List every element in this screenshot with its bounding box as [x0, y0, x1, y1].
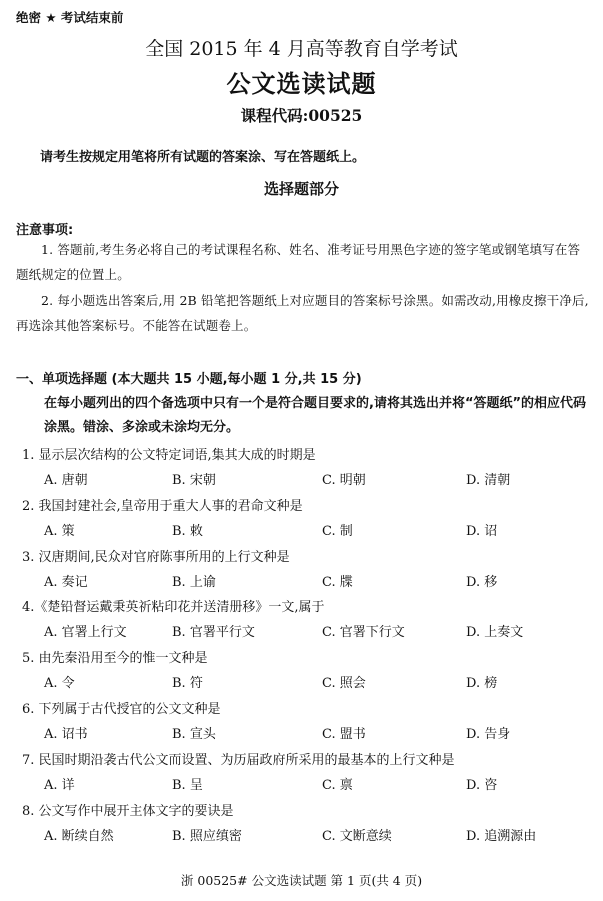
question-stem: 8. 公文写作中展开主体文字的要诀是 [22, 803, 234, 819]
question-option: D. 咨 [466, 777, 498, 793]
question-option: D. 诏 [466, 523, 498, 539]
question-option: D. 榜 [466, 676, 498, 692]
section-title: 选择题部分 [263, 180, 339, 198]
question-stem: 2. 我国封建社会,皇帝用于重大人事的君命文种是 [22, 498, 303, 514]
question-stem: 5. 由先秦沿用至今的惟一文种是 [22, 651, 208, 667]
note-item-2: 2. 每小题选出答案后,用 2B 铅笔把答题纸上对应题目的答案标号涂黑。如需改动,用橡皮擦干净后,再选涂其他答案标号。不能答在试题卷上。 [16, 293, 589, 333]
question-option: B. 敕 [172, 523, 203, 539]
question-option: B. 官署平行文 [172, 625, 255, 641]
question-option: A. 断续自然 [44, 828, 114, 844]
exam-instruction: 请考生按规定用笔将所有试题的答案涂、写在答题纸上。 [40, 150, 366, 165]
question-stem: 7. 民国时期沿袭古代公文而设置、为历届政府所采用的最基本的上行文种是 [22, 752, 455, 768]
question-option: D. 清朝 [466, 473, 511, 488]
page-footer: 浙 00525# 公文选读试题 第 1 页(共 4 页) [180, 873, 423, 888]
question-option: B. 上谕 [172, 574, 216, 590]
course-code: 课程代码:00525 [240, 106, 363, 125]
question-option: B. 符 [172, 676, 203, 692]
exam-title: 全国 2015 年 4 月高等教育自学考试 [145, 38, 458, 60]
question-option: A. 唐朝 [44, 473, 88, 488]
question-stem: 3. 汉唐期间,民众对官府陈事所用的上行文种是 [22, 549, 290, 565]
question-stem: 4.《楚铅督运戴秉英祈粘印花并送清册移》一文,属于 [22, 600, 325, 616]
question-option: D. 移 [466, 574, 498, 590]
note-item-1: 1. 答题前,考生务必将自己的考试课程名称、姓名、准考证号用黑色字迹的签字笔或钢笔填写在答题纸规定的位置上。 [16, 242, 581, 282]
question-option: A. 奏记 [44, 574, 88, 590]
question-option: A. 详 [44, 777, 75, 793]
question-option: C. 盟书 [322, 727, 366, 742]
question-option: A. 官署上行文 [44, 625, 127, 641]
question-option: D. 上奏文 [466, 625, 524, 641]
question-option: B. 照应缜密 [172, 828, 242, 844]
confidential-label: 绝密 ★ 考试结束前 [16, 10, 124, 25]
question-option: C. 禀 [322, 777, 353, 793]
paper-title: 公文选读试题 [226, 69, 377, 98]
question-option: C. 牒 [322, 574, 353, 590]
question-option: C. 明朝 [322, 473, 366, 488]
part-heading: 一、单项选择题 (本大题共 15 小题,每小题 1 分,共 15 分) [16, 372, 362, 387]
question-option: A. 策 [44, 523, 75, 539]
question-stem: 1. 显示层次结构的公文特定词语,集其大成的时期是 [22, 448, 316, 463]
question-option: C. 官署下行文 [322, 625, 405, 641]
question-option: D. 追溯源由 [466, 828, 537, 844]
question-option: C. 文断意续 [322, 828, 392, 844]
question-option: A. 令 [44, 676, 75, 692]
question-option: D. 告身 [466, 727, 511, 742]
question-option: B. 呈 [172, 777, 203, 793]
question-option: A. 诏书 [44, 727, 88, 742]
question-option: C. 照会 [322, 676, 366, 692]
question-stem: 6. 下列属于古代授官的公文文种是 [22, 702, 221, 717]
question-option: B. 宋朝 [172, 473, 216, 488]
question-option: B. 宣头 [172, 727, 216, 742]
part-description: 在每小题列出的四个备选项中只有一个是符合题目要求的,请将其选出并将“答题纸”的相应代码涂黑。错涂、多涂或未涂均无分。 [44, 396, 587, 435]
question-option: C. 制 [322, 523, 353, 539]
notes-heading: 注意事项: [16, 223, 74, 238]
